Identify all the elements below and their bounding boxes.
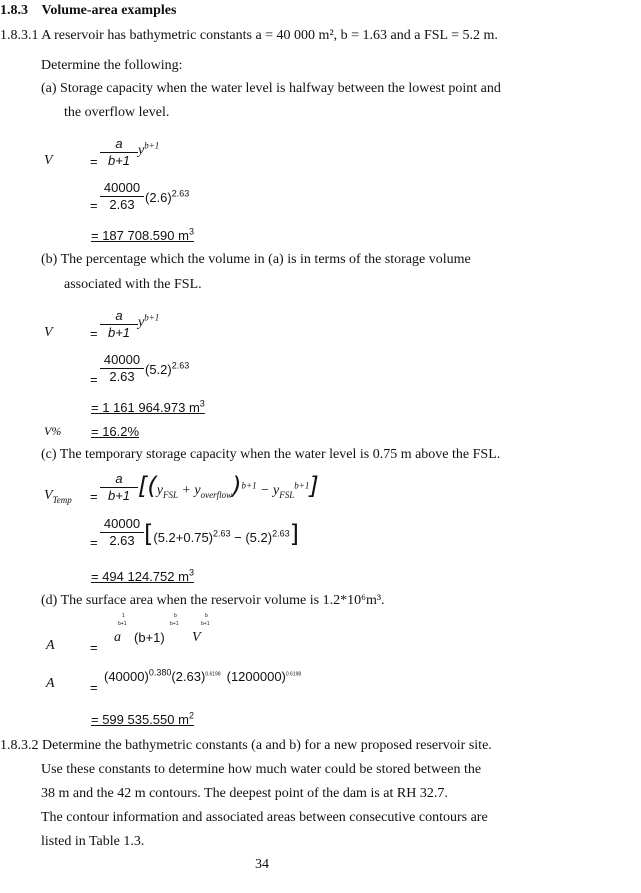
eqC-result xyxy=(91,569,194,584)
eqB-num2: 40000 xyxy=(103,352,141,367)
eqD-mid: (b+1) xyxy=(134,630,165,645)
eqB-fraction2 xyxy=(100,352,144,384)
eqD-line2b-exp: 0.6198 xyxy=(205,671,221,678)
eqC-frac-num: a xyxy=(115,471,123,486)
section-number: 1.8.3 xyxy=(0,3,28,18)
eqB-base2-wrap xyxy=(145,362,189,377)
eqB-exp2: 2.63 xyxy=(171,360,190,371)
eqC-expr2b: − (5.2) xyxy=(230,530,273,545)
eqD-lhs1: A xyxy=(46,638,55,653)
eqC2-lbracket: [ xyxy=(144,520,154,548)
eqD-v: V xyxy=(192,630,201,645)
eqB-power xyxy=(138,312,160,331)
eqA-frac-den: b+1 xyxy=(107,153,131,168)
eqD-result xyxy=(91,712,194,727)
part-a-line1: (a) Storage capacity when the water level is halfway between the lowest point and xyxy=(41,81,501,96)
eqC-den2: 2.63 xyxy=(109,533,135,548)
eqA-fraction xyxy=(100,136,138,168)
eqC-lhs-sub: Temp xyxy=(52,494,72,505)
eqB-result xyxy=(91,400,205,415)
eqB-result-sup: 3 xyxy=(199,398,205,409)
eqA-base2: (2.6) xyxy=(145,190,172,205)
eqC-expr2b-exp: 2.63 xyxy=(272,528,290,539)
example-1-text: A reservoir has bathymetric constants a = 40 000 m², b = 1.63 and a FSL = 5.2 m. xyxy=(41,28,498,43)
eqB-frac-den: b+1 xyxy=(107,325,131,340)
eqD-eq1: = xyxy=(90,640,98,655)
eqD-line2a: (40000) xyxy=(104,669,149,684)
part-c-line: (c) The temporary storage capacity when the water level is 0.75 m above the FSL. xyxy=(41,447,501,462)
part-b-line2: associated with the FSL. xyxy=(64,277,202,292)
eqD-eq2: = xyxy=(90,680,98,695)
eqD-line2c: (1200000) xyxy=(226,669,286,684)
eqA-den2: 2.63 xyxy=(109,197,135,212)
eqA-y-exp: b+1 xyxy=(144,140,160,151)
eqD-result-text: = 599 535.550 m xyxy=(91,712,189,727)
section-heading xyxy=(0,3,176,19)
eqC-num2: 40000 xyxy=(103,516,141,531)
eqB-fraction xyxy=(100,308,138,340)
eqD-line2b: (2.63) xyxy=(171,669,206,684)
eqD-a-exp-den: b+1 xyxy=(118,621,127,627)
eqA-lhs: V xyxy=(44,153,53,168)
eqC-sub3: FSL xyxy=(279,489,295,500)
eqC-expr2a: (5.2+0.75) xyxy=(153,530,213,545)
eqC-lhs-v: V xyxy=(44,488,53,503)
eqC-lbracket: [ xyxy=(138,472,148,500)
eqB-eq: = xyxy=(90,326,98,341)
part-d-line: (d) The surface area when the reservoir volume is 1.2*10⁶m³. xyxy=(41,593,385,608)
section-title: Volume-area examples xyxy=(41,3,177,18)
eqB-pct: = 16.2% xyxy=(91,424,140,439)
eqB-result-text: = 1 161 964.973 m xyxy=(91,400,200,415)
eqA-y: y xyxy=(138,143,145,158)
eqD-line2a-exp: 0.380 xyxy=(148,667,172,678)
eqA-num2: 40000 xyxy=(103,180,141,195)
eqB-den2: 2.63 xyxy=(109,369,135,384)
eqC-sub2: overflow xyxy=(200,489,233,500)
eqA-fraction2 xyxy=(100,180,144,212)
eqC-eq: = xyxy=(90,489,98,504)
example-2-label: 1.8.3.2 xyxy=(0,738,39,753)
eqD-result-sup: 2 xyxy=(188,710,194,721)
eqC-line2 xyxy=(144,520,299,548)
eqA-result-text: = 187 708.590 m xyxy=(91,228,189,243)
eqB-lhs: V xyxy=(44,325,53,340)
eqB-base2: (5.2) xyxy=(145,362,172,377)
part-b-line1: (b) The percentage which the volume in (a) is in terms of the storage volume xyxy=(41,252,471,267)
eqC2-rbracket: ] xyxy=(289,520,299,548)
example-2-text1: Determine the bathymetric constants (a and b) for a new proposed reservoir site. xyxy=(42,738,492,753)
example-2-line3: 38 m and the 42 m contours. The deepest point of the dam is at RH 32.7. xyxy=(41,786,448,801)
eqA-base2-wrap xyxy=(145,190,189,205)
eqC-minus: − y xyxy=(256,483,280,498)
eqB-frac-num: a xyxy=(115,308,123,323)
part-a-line2: the overflow level. xyxy=(64,105,170,120)
eqB-y-exp: b+1 xyxy=(144,312,160,323)
eqC-result-text: = 494 124.752 m xyxy=(91,569,189,584)
page-number: 34 xyxy=(255,857,269,872)
eqC-fraction xyxy=(100,471,138,503)
eqA-eq: = xyxy=(90,154,98,169)
eqA-result xyxy=(91,228,194,243)
eqD-v-exp-num: b xyxy=(205,613,208,619)
eqB-y: y xyxy=(138,315,145,330)
eqC-lhs xyxy=(44,488,72,504)
eqA-eq2: = xyxy=(90,198,98,213)
eqD-a-exp-num: 1 xyxy=(122,613,125,619)
eqB-pct-lhs: V% xyxy=(44,424,62,438)
eqA-exp2: 2.63 xyxy=(171,188,190,199)
eqC-exp1: b+1 xyxy=(241,480,257,491)
eqA-frac-num: a xyxy=(115,136,123,151)
eqA-power xyxy=(138,140,160,159)
eqD-line2 xyxy=(104,669,301,684)
eqA-result-sup: 3 xyxy=(188,226,194,237)
eqD-mid-exp-den: b+1 xyxy=(170,621,179,627)
eqC-body xyxy=(138,472,319,500)
eqD-line1 xyxy=(100,612,220,656)
eqC-sub1: FSL xyxy=(162,489,178,500)
eqC-result-sup: 3 xyxy=(188,567,194,578)
example-1-intro xyxy=(0,27,498,45)
eqC-lparen: ( xyxy=(147,472,157,500)
eqD-v-exp-den: b+1 xyxy=(201,621,210,627)
eqC-plus: + y xyxy=(177,483,201,498)
eqD-a-base: a xyxy=(114,630,121,645)
example-1-label: 1.8.3.1 xyxy=(0,28,39,43)
example-2-line4: The contour information and associated areas between consecutive contours are xyxy=(41,810,488,825)
eqD-line2c-exp: 0.6198 xyxy=(285,671,302,678)
eqC-fraction2 xyxy=(100,516,144,548)
eqC-eq2: = xyxy=(90,535,98,550)
eqC-y1: y xyxy=(156,483,163,498)
example-2-line1 xyxy=(0,737,492,755)
example-2-line2: Use these constants to determine how much water could be stored between the xyxy=(41,762,482,777)
eqC-expr2a-exp: 2.63 xyxy=(213,528,231,539)
eqC-frac-den: b+1 xyxy=(107,488,131,503)
eqD-mid-exp-num: b xyxy=(174,613,177,619)
eqC-exp3: b+1 xyxy=(294,480,310,491)
example-2-line5: listed in Table 1.3. xyxy=(41,834,145,849)
eqB-eq2: = xyxy=(90,372,98,387)
eqD-lhs2: A xyxy=(46,676,55,691)
eqC-rbracket: ] xyxy=(309,472,319,500)
determine-line: Determine the following: xyxy=(41,58,183,73)
eqC-rparen: ) xyxy=(232,472,242,500)
